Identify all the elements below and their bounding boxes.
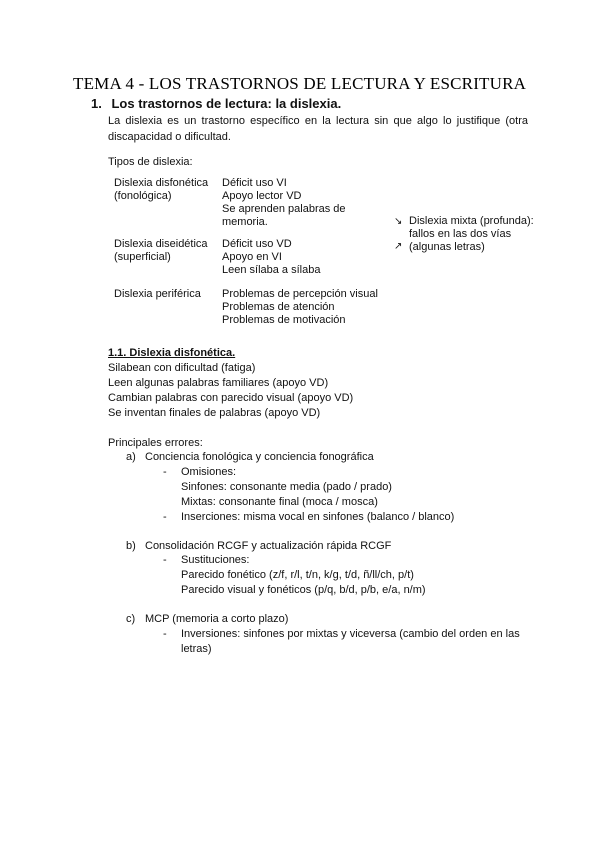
type-desc-line: Problemas de motivación bbox=[222, 314, 346, 326]
type-desc-line: Problemas de atención bbox=[222, 301, 335, 313]
type-desc-line: Leen sílaba a sílaba bbox=[222, 264, 321, 276]
intro-paragraph: La dislexia es un trastorno específico en la lectura sin que algo lo justifique (otra discapacidad o dificultad. bbox=[108, 115, 528, 143]
section-title: Los trastornos de lectura: la dislexia. bbox=[111, 96, 342, 111]
subsection-line: Leen algunas palabras familiares (apoyo VD) bbox=[108, 377, 329, 389]
dash: - bbox=[163, 628, 167, 640]
list-subitem: Parecido fonético (z/f, r/l, t/n, k/g, t/d, ñ/ll/ch, p/t) bbox=[181, 569, 414, 581]
list-subitem: Omisiones: bbox=[181, 466, 237, 478]
types-label: Tipos de dislexia: bbox=[108, 156, 193, 168]
mixed-line: Dislexia mixta (profunda): bbox=[409, 215, 534, 227]
list-item-title: MCP (memoria a corto plazo) bbox=[145, 613, 289, 625]
mixed-line: (algunas letras) bbox=[409, 241, 485, 253]
type-desc-line: Se aprenden palabras de bbox=[222, 203, 346, 215]
errors-label: Principales errores: bbox=[108, 437, 203, 449]
arrow-down-right-icon: ↘ bbox=[394, 216, 403, 227]
list-subitem: Sinfones: consonante media (pado / prado) bbox=[181, 481, 392, 493]
dash: - bbox=[163, 511, 167, 523]
type-desc-line: Apoyo en VI bbox=[222, 251, 282, 263]
list-item-title: Consolidación RCGF y actualización rápida RCGF bbox=[145, 540, 392, 552]
type-desc-line: Apoyo lector VD bbox=[222, 190, 302, 202]
list-letter: a) bbox=[126, 451, 136, 463]
type-name-line: Dislexia periférica bbox=[114, 288, 201, 300]
list-subitem: Parecido visual y fonéticos (p/q, b/d, p/b, e/a, n/m) bbox=[181, 584, 426, 596]
list-item-title: Conciencia fonológica y conciencia fonográfica bbox=[145, 451, 374, 463]
subsection-heading: 1.1. Dislexia disfonética. bbox=[108, 347, 236, 359]
section-heading bbox=[91, 96, 341, 112]
arrow-up-right-icon: ↗ bbox=[394, 241, 403, 252]
type-desc-line: memoria. bbox=[222, 216, 268, 228]
type-desc-line: Déficit uso VD bbox=[222, 238, 292, 250]
type-name-line: Dislexia disfonética bbox=[114, 177, 209, 189]
list-letter: b) bbox=[126, 540, 136, 552]
type-desc-line: Déficit uso VI bbox=[222, 177, 287, 189]
list-subitem: Sustituciones: bbox=[181, 554, 250, 566]
type-name-line: (fonológica) bbox=[114, 190, 172, 202]
type-name-line: (superficial) bbox=[114, 251, 171, 263]
list-subitem: Mixtas: consonante final (moca / mosca) bbox=[181, 496, 378, 508]
list-subitem: Inserciones: misma vocal en sinfones (balanco / blanco) bbox=[181, 511, 455, 523]
page-title: TEMA 4 - LOS TRASTORNOS DE LECTURA Y ESCRITURA bbox=[73, 74, 527, 93]
section-number: 1. bbox=[91, 96, 102, 111]
type-desc-line: Problemas de percepción visual bbox=[222, 288, 378, 300]
subsection-line: Cambian palabras con parecido visual (apoyo VD) bbox=[108, 392, 354, 404]
type-name-line: Dislexia diseidética bbox=[114, 238, 208, 250]
dash: - bbox=[163, 554, 167, 566]
dash: - bbox=[163, 466, 167, 478]
subsection-line: Se inventan finales de palabras (apoyo VD) bbox=[108, 407, 321, 419]
list-subitem: letras) bbox=[181, 643, 212, 655]
mixed-line: fallos en las dos vías bbox=[409, 228, 512, 240]
subsection-line: Silabean con dificultad (fatiga) bbox=[108, 362, 256, 374]
list-letter: c) bbox=[126, 613, 136, 625]
list-subitem: Inversiones: sinfones por mixtas y viceversa (cambio del orden en las bbox=[181, 628, 520, 640]
